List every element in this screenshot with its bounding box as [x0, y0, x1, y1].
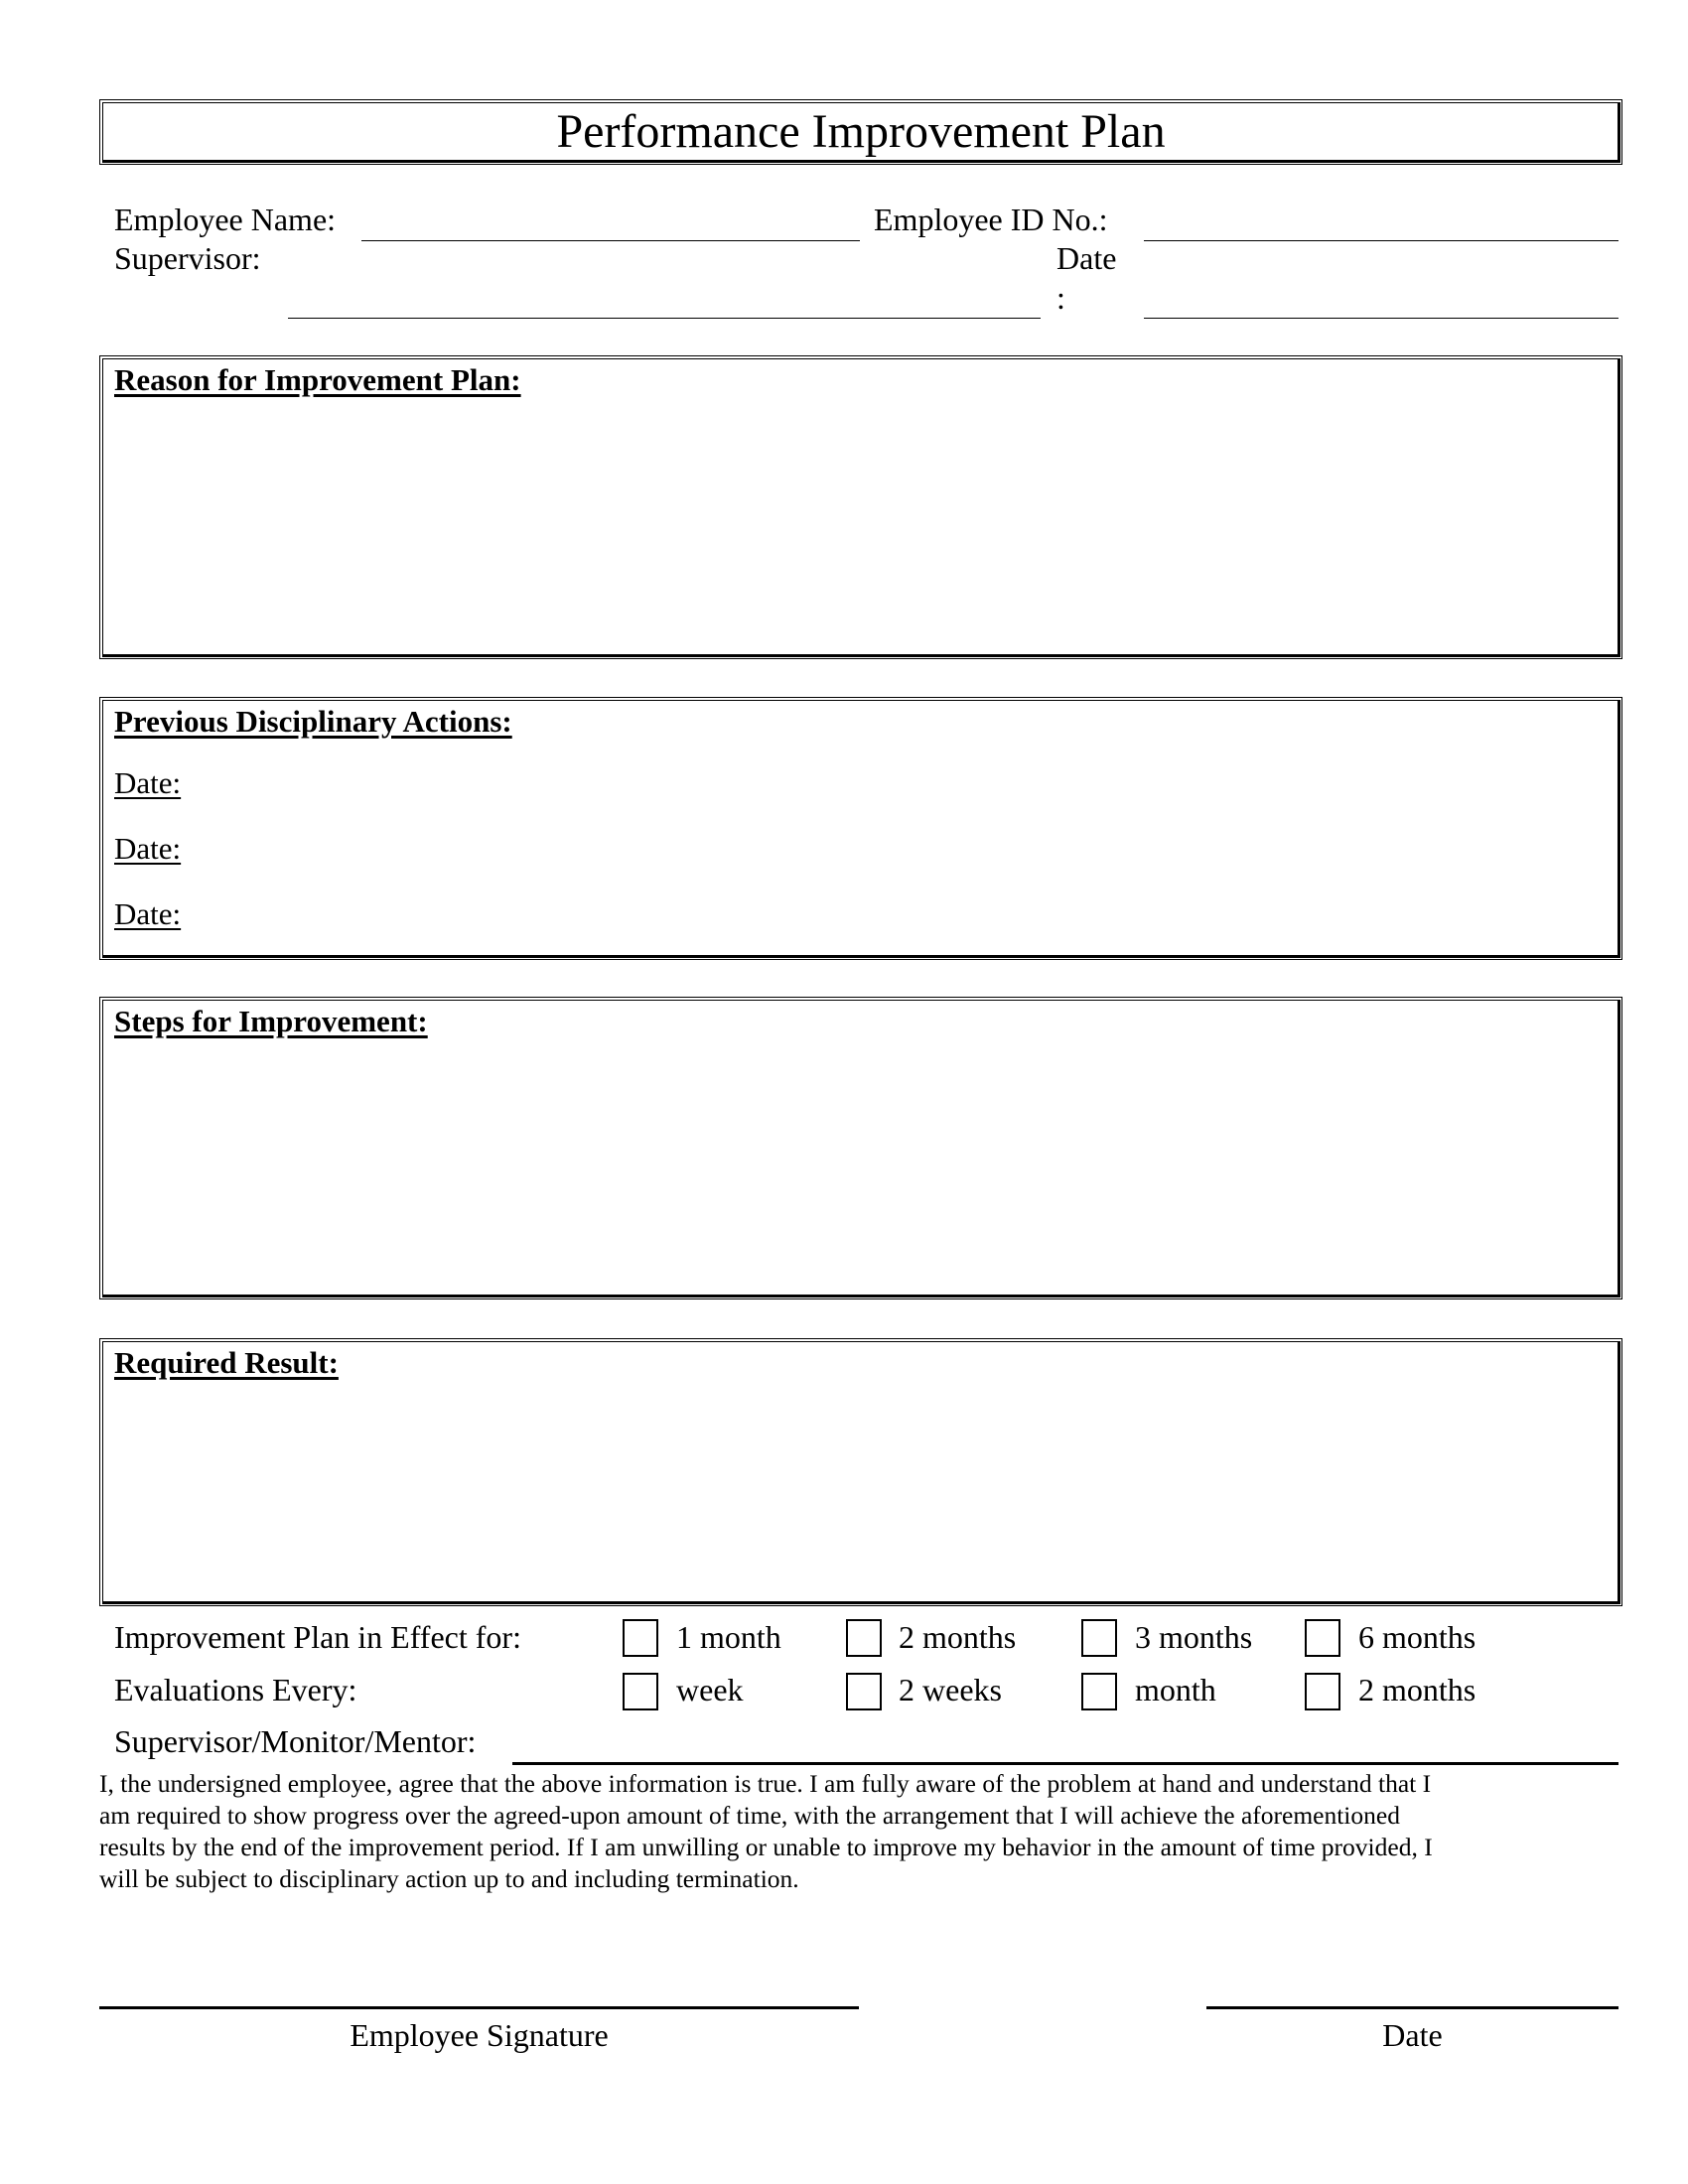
evaluations-2-months-checkbox[interactable]: [1305, 1673, 1340, 1710]
plan-duration-option-label: 3 months: [1135, 1619, 1253, 1655]
evaluations-label: Evaluations Every:: [114, 1672, 357, 1707]
employee-name-field[interactable]: [361, 240, 860, 241]
reason-heading: Reason for Improvement Plan:: [114, 362, 521, 397]
supervisor-label: Supervisor:: [114, 240, 261, 276]
previous-action-date-label[interactable]: Date:: [114, 831, 182, 866]
reason-section[interactable]: [99, 355, 1622, 659]
steps-heading: Steps for Improvement:: [114, 1004, 428, 1038]
plan-duration-2-months-checkbox[interactable]: [846, 1619, 882, 1657]
supervisor-field[interactable]: [288, 318, 1041, 319]
plan-duration-option-label: 6 months: [1358, 1619, 1477, 1655]
employee-name-label: Employee Name:: [114, 202, 337, 237]
plan-duration-1-month-checkbox[interactable]: [623, 1619, 658, 1657]
employee-id-label: Employee ID No.:: [874, 202, 1108, 237]
previous-actions-heading: Previous Disciplinary Actions:: [114, 704, 512, 739]
agreement-line: I, the undersigned employee, agree that the above information is true. I am fully aware of the problem at hand and understand that I: [99, 1769, 1432, 1798]
plan-duration-3-months-checkbox[interactable]: [1081, 1619, 1117, 1657]
plan-duration-option-label: 1 month: [676, 1619, 781, 1655]
evaluations-2-weeks-checkbox[interactable]: [846, 1673, 882, 1710]
evaluations-option-label: 2 months: [1358, 1672, 1477, 1707]
evaluations-week-checkbox[interactable]: [623, 1673, 658, 1710]
evaluations-option-label: 2 weeks: [899, 1672, 1002, 1707]
agreement-line: will be subject to disciplinary action up to and including termination.: [99, 1864, 799, 1893]
previous-actions-section: [99, 697, 1622, 960]
plan-duration-6-months-checkbox[interactable]: [1305, 1619, 1340, 1657]
required-result-section[interactable]: [99, 1338, 1622, 1606]
mentor-label: Supervisor/Monitor/Mentor:: [114, 1723, 477, 1759]
mentor-field[interactable]: [512, 1762, 1618, 1765]
evaluations-option-label: month: [1135, 1672, 1216, 1707]
agreement-paragraph: [99, 1768, 1628, 1895]
agreement-line: results by the end of the improvement period. If I am unwilling or unable to improve my behavior in the amount of time provided, I: [99, 1833, 1433, 1861]
signature-date-field[interactable]: [1206, 2006, 1618, 2009]
signature-date-label: Date: [1382, 2017, 1443, 2053]
previous-action-date-label[interactable]: Date:: [114, 896, 182, 931]
employee-signature-field[interactable]: [99, 2006, 859, 2009]
date-field[interactable]: [1144, 318, 1618, 319]
required-result-heading: Required Result:: [114, 1345, 339, 1380]
previous-action-date-label[interactable]: Date:: [114, 765, 182, 800]
title-box: [99, 99, 1622, 165]
evaluations-option-label: week: [676, 1672, 744, 1707]
steps-section[interactable]: [99, 997, 1622, 1299]
date-label: Date: [1056, 240, 1117, 276]
evaluations-month-checkbox[interactable]: [1081, 1673, 1117, 1710]
employee-id-field[interactable]: [1144, 240, 1618, 241]
agreement-line: am required to show progress over the agreed-upon amount of time, with the arrangement that I will achieve the aforementioned: [99, 1801, 1400, 1830]
page-title: Performance Improvement Plan: [556, 105, 1166, 158]
plan-duration-option-label: 2 months: [899, 1619, 1017, 1655]
date-colon: :: [1056, 280, 1065, 316]
employee-signature-label: Employee Signature: [350, 2017, 609, 2053]
plan-duration-label: Improvement Plan in Effect for:: [114, 1619, 521, 1655]
